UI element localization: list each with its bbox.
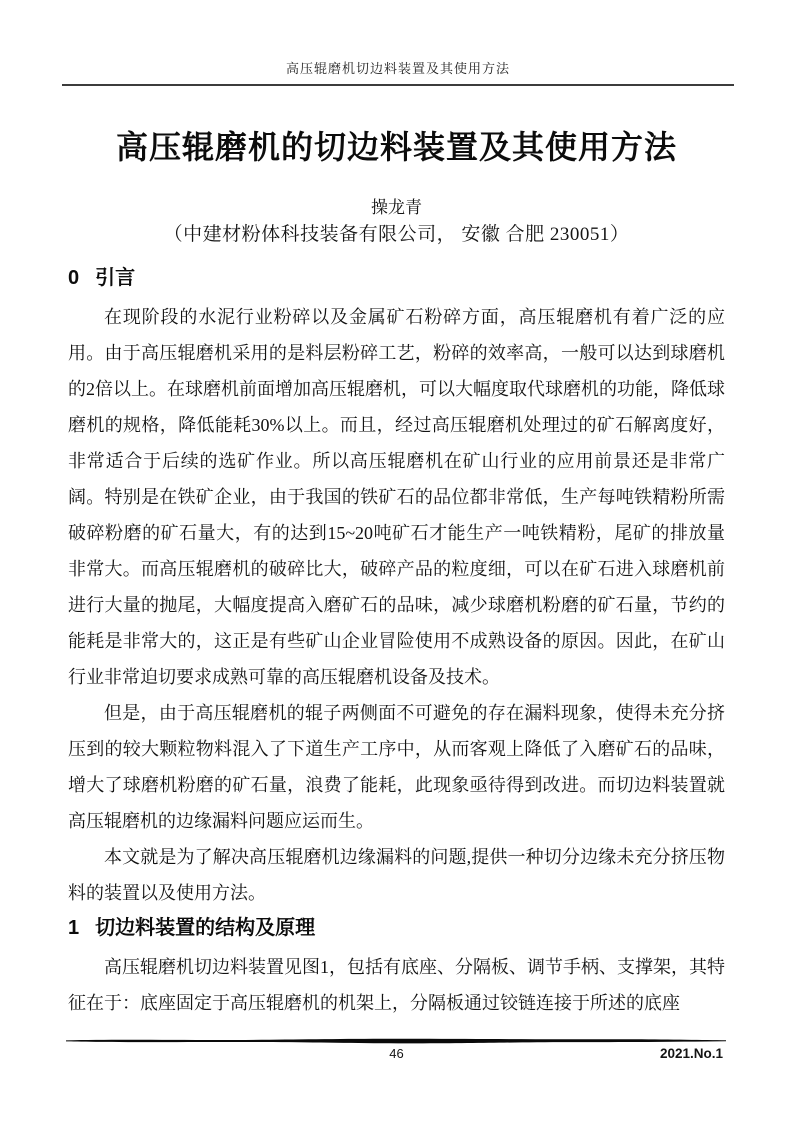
author-name: 操龙青: [371, 198, 422, 217]
article-body: [68, 261, 725, 1021]
section-title: 引言: [95, 267, 136, 289]
section-heading: [68, 263, 725, 293]
section-number: 1: [68, 917, 80, 939]
section-introduction: [68, 263, 725, 911]
author-affiliation: （中建材粉体科技装备有限公司， 安徽 合肥 230051）: [163, 224, 630, 245]
paragraph: 本文就是为了解决高压辊磨机边缘漏料的问题,提供一种切分边缘未充分挤压物料的装置以及使用方法。: [68, 847, 725, 903]
section-number: 0: [68, 267, 80, 289]
paragraph: 高压辊磨机切边料装置见图1，包括有底座、分隔板、调节手柄、支撑架，其特征在于：底座固定于高压辊磨机的机架上，分隔板通过铰链连接于所述的底座: [68, 957, 725, 1013]
paragraph: 但是，由于高压辊磨机的辊子两侧面不可避免的存在漏料现象，使得未充分挤压到的较大颗粒物料混入了下道生产工序中，从而客观上降低了入磨矿石的品味，增大了球磨机粉磨的矿石量，浪费了能耗，此现象亟待得到改进。而切边料装置就高压辊磨机的边缘漏料问题应运而生。: [68, 703, 725, 831]
article-title: 高压辊磨机的切边料装置及其使用方法: [115, 129, 677, 165]
paragraph: 在现阶段的水泥行业粉碎以及金属矿石粉碎方面，高压辊磨机有着广泛的应用。由于高压辊磨机采用的是料层粉碎工艺，粉碎的效率高，一般可以达到球磨机的2倍以上。在球磨机前面增加高压辊磨机，可以大幅度取代球磨机的功能，降低球磨机的规格，降低能耗30%以上。而且，经过高压辊磨机处理过的矿石解离度好，非常适合于后续的选矿作业。所以高压辊磨机在矿山行业的应用前景还是非常广阔。特别是在铁矿企业，由于我国的铁矿石的品位都非常低，生产每吨铁精粉所需破碎粉磨的矿石量大，有的达到15~20吨矿石才能生产一吨铁精粉，尾矿的排放量非常大。而高压辊磨机的破碎比大，破碎产品的粒度细，可以在矿石进入球磨机前进行大量的抛尾，大幅度提高入磨矿石的品味，减少球磨机粉磨的矿石量，节约的能耗是非常大的，这正是有些矿山企业冒险使用不成熟设备的原因。因此，在矿山行业非常迫切要求成熟可靠的高压辊磨机设备及技术。: [68, 307, 725, 687]
footer-page-number: 46: [389, 1046, 404, 1061]
footer-rule: [66, 1036, 726, 1045]
section-structure-principle: [68, 913, 725, 1021]
footer-issue-label: 2021.No.1: [659, 1046, 723, 1061]
running-header: 高压辊磨机切边料装置及其使用方法: [62, 58, 734, 86]
section-title: 切边料装置的结构及原理: [95, 917, 316, 939]
section-heading: [68, 913, 725, 943]
